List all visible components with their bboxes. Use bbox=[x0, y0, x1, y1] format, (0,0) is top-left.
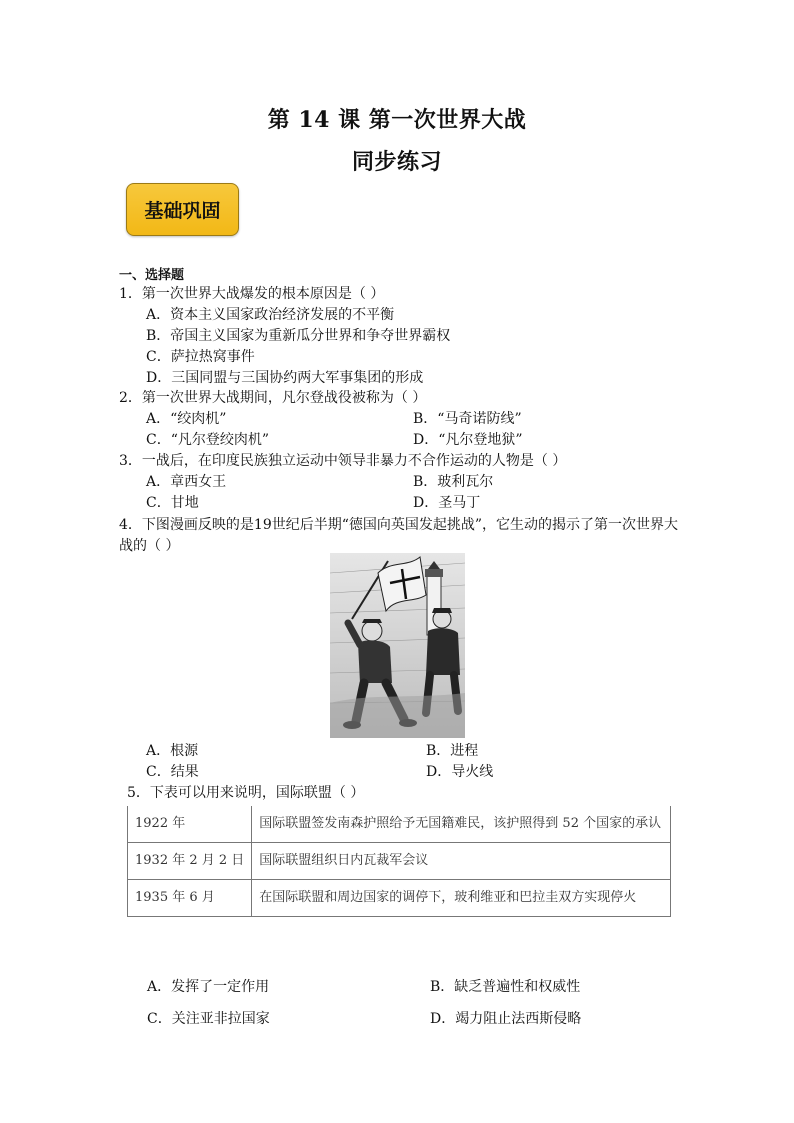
table-cell-date: 1922 年 bbox=[128, 806, 252, 843]
question-option: B．帝国主义国家为重新瓜分世界和争夺世界霸权 bbox=[146, 328, 451, 344]
table-row bbox=[128, 843, 671, 880]
table-cell-event: 国际联盟组织日内瓦裁军会议 bbox=[252, 843, 671, 880]
question-stem: 1．第一次世界大战爆发的根本原因是（ ） bbox=[119, 286, 385, 302]
question-option: C．萨拉热窝事件 bbox=[146, 349, 255, 365]
question-stem: 4．下图漫画反映的是19世纪后半期“德国向英国发起挑战”，它生动的揭示了第一次世界大战的（ ） bbox=[119, 517, 679, 554]
question-option: C．甘地 bbox=[146, 495, 199, 511]
question-option: B．进程 bbox=[426, 743, 479, 759]
question-option: C．“凡尔登绞肉机” bbox=[146, 432, 270, 448]
question-option: A．章西女王 bbox=[146, 474, 227, 490]
question-option: D．导火线 bbox=[426, 764, 494, 780]
table-cell-date: 1932 年 2 月 2 日 bbox=[128, 843, 252, 880]
question-option: D．三国同盟与三国协约两大军事集团的形成 bbox=[146, 370, 424, 386]
page-subtitle: 同步练习 bbox=[351, 149, 442, 175]
cartoon-illustration bbox=[330, 553, 465, 738]
table-cell-event: 国际联盟签发南森护照给予无国籍难民，该护照得到 52 个国家的承认 bbox=[252, 806, 671, 843]
question-option: B．“马奇诺防线” bbox=[413, 411, 522, 427]
question-option: C．关注亚非拉国家 bbox=[147, 1011, 270, 1027]
question-stem: 2．第一次世界大战期间，凡尔登战役被称为（ ） bbox=[119, 390, 427, 406]
question-option: D．“凡尔登地狱” bbox=[413, 432, 523, 448]
table-cell-event: 在国际联盟和周边国家的调停下，玻利维亚和巴拉圭双方实现停火 bbox=[252, 880, 671, 917]
question-option: C．结果 bbox=[146, 764, 199, 780]
question-stem: 5．下表可以用来说明，国际联盟（ ） bbox=[127, 785, 365, 801]
question-stem: 3．一战后，在印度民族独立运动中领导非暴力不合作运动的人物是（ ） bbox=[119, 453, 567, 469]
table-row bbox=[128, 806, 671, 843]
table-cell-date: 1935 年 6 月 bbox=[128, 880, 252, 917]
question-option: D．圣马丁 bbox=[413, 495, 481, 511]
question-option: A．“绞肉机” bbox=[146, 411, 227, 427]
question-option: B．玻利瓦尔 bbox=[413, 474, 494, 490]
league-table bbox=[127, 806, 671, 917]
page-title: 第 14 课 第一次世界大战 bbox=[267, 107, 527, 133]
question-option: A．根源 bbox=[146, 743, 199, 759]
question-option: B．缺乏普遍性和权威性 bbox=[430, 979, 581, 995]
table-row bbox=[128, 880, 671, 917]
section-heading: 一、选择题 bbox=[119, 268, 185, 283]
section-badge: 基础巩固 bbox=[126, 183, 239, 236]
cartoon-image bbox=[330, 553, 465, 738]
question-option: A．资本主义国家政治经济发展的不平衡 bbox=[146, 307, 395, 323]
question-option: A．发挥了一定作用 bbox=[147, 979, 270, 995]
question-option: D．竭力阻止法西斯侵略 bbox=[430, 1011, 582, 1027]
